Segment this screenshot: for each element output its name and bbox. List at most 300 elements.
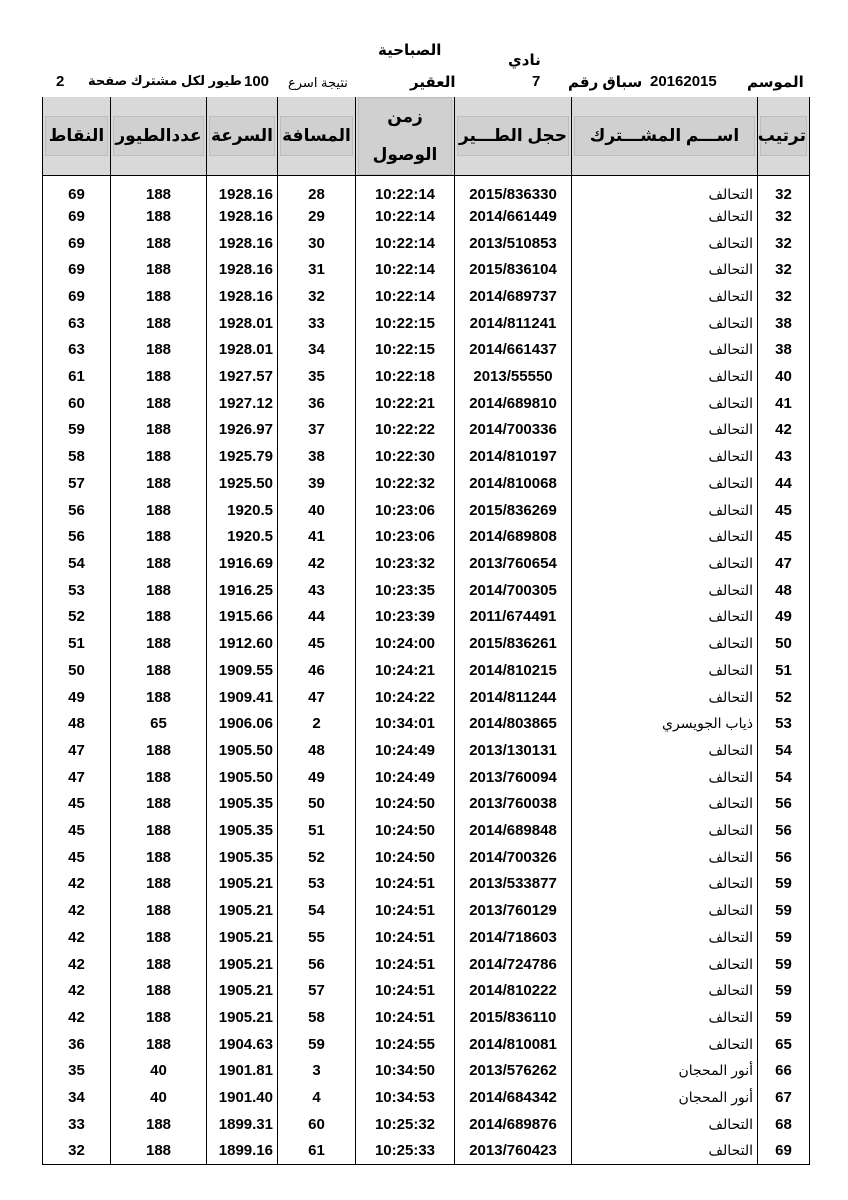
- cell-birds: 188: [111, 924, 207, 951]
- cell-speed: 1925.50: [207, 470, 278, 497]
- col-name: اســـم المشـــترك: [572, 97, 758, 176]
- cell-name: التحالف: [572, 871, 758, 898]
- table-row: [43, 977, 810, 1004]
- cell-ring: 2013/760129: [455, 897, 572, 924]
- cell-arrival: 10:23:06: [356, 523, 455, 550]
- cell-ring: 2013/576262: [455, 1058, 572, 1085]
- cell-speed: 1928.01: [207, 310, 278, 337]
- table-row: [43, 176, 810, 204]
- cell-points: 56: [43, 523, 111, 550]
- cell-distance: 57: [278, 977, 356, 1004]
- cell-ring: 2014/689810: [455, 390, 572, 417]
- cell-rank: 44: [758, 470, 810, 497]
- cell-points: 63: [43, 337, 111, 364]
- cell-distance: 33: [278, 310, 356, 337]
- cell-birds: 188: [111, 817, 207, 844]
- cell-birds: 188: [111, 203, 207, 230]
- cell-rank: 32: [758, 203, 810, 230]
- cell-arrival: 10:22:14: [356, 203, 455, 230]
- cell-speed: 1909.55: [207, 657, 278, 684]
- cell-distance: 46: [278, 657, 356, 684]
- table-row: [43, 684, 810, 711]
- season-label: الموسم: [747, 74, 804, 91]
- cell-arrival: 10:22:30: [356, 443, 455, 470]
- cell-name: التحالف: [572, 1111, 758, 1138]
- cell-ring: 2014/810081: [455, 1031, 572, 1058]
- table-row: [43, 817, 810, 844]
- cell-arrival: 10:24:51: [356, 871, 455, 898]
- cell-ring: 2015/836269: [455, 497, 572, 524]
- cell-ring: 2011/674491: [455, 604, 572, 631]
- cell-arrival: 10:23:32: [356, 550, 455, 577]
- cell-birds: 188: [111, 577, 207, 604]
- race-number: 7: [532, 73, 541, 90]
- cell-points: 56: [43, 497, 111, 524]
- cell-speed: 1927.12: [207, 390, 278, 417]
- table-row: [43, 550, 810, 577]
- cell-name: التحالف: [572, 1031, 758, 1058]
- cell-speed: 1906.06: [207, 710, 278, 737]
- cell-speed: 1912.60: [207, 630, 278, 657]
- cell-distance: 43: [278, 577, 356, 604]
- cell-name: التحالف: [572, 684, 758, 711]
- cell-birds: 188: [111, 977, 207, 1004]
- table-row: [43, 1031, 810, 1058]
- cell-distance: 36: [278, 390, 356, 417]
- table-header: [43, 97, 810, 176]
- cell-points: 42: [43, 1004, 111, 1031]
- cell-ring: 2014/689848: [455, 817, 572, 844]
- cell-arrival: 10:24:22: [356, 684, 455, 711]
- cell-points: 33: [43, 1111, 111, 1138]
- cell-distance: 60: [278, 1111, 356, 1138]
- cell-speed: 1915.66: [207, 604, 278, 631]
- cell-birds: 188: [111, 417, 207, 444]
- cell-birds: 188: [111, 497, 207, 524]
- cell-distance: 28: [278, 176, 356, 204]
- cell-ring: 2014/718603: [455, 924, 572, 951]
- cell-name: التحالف: [572, 523, 758, 550]
- results-table: [42, 97, 810, 1165]
- cell-birds: 188: [111, 1031, 207, 1058]
- cell-speed: 1928.16: [207, 203, 278, 230]
- cell-name: التحالف: [572, 417, 758, 444]
- cell-rank: 53: [758, 710, 810, 737]
- cell-ring: 2013/130131: [455, 737, 572, 764]
- cell-rank: 59: [758, 1004, 810, 1031]
- cell-name: التحالف: [572, 630, 758, 657]
- cell-speed: 1905.21: [207, 924, 278, 951]
- cell-birds: 65: [111, 710, 207, 737]
- cell-points: 69: [43, 176, 111, 204]
- cell-birds: 188: [111, 737, 207, 764]
- col-arrival: زمن الوصول: [356, 97, 455, 176]
- cell-distance: 54: [278, 897, 356, 924]
- cell-birds: 188: [111, 1138, 207, 1165]
- cell-arrival: 10:24:51: [356, 951, 455, 978]
- cell-birds: 188: [111, 230, 207, 257]
- cell-birds: 188: [111, 176, 207, 204]
- cell-distance: 48: [278, 737, 356, 764]
- cell-points: 47: [43, 764, 111, 791]
- cell-distance: 53: [278, 871, 356, 898]
- col-points: النقاط: [43, 97, 111, 176]
- cell-ring: 2013/760423: [455, 1138, 572, 1165]
- cell-name: أنور المحجان: [572, 1058, 758, 1085]
- cell-distance: 58: [278, 1004, 356, 1031]
- cell-speed: 1920.5: [207, 523, 278, 550]
- table-row: [43, 1058, 810, 1085]
- cell-points: 52: [43, 604, 111, 631]
- cell-points: 54: [43, 550, 111, 577]
- result-label: نتيجة اسرع: [288, 75, 348, 90]
- col-rank: ترتيب: [758, 97, 810, 176]
- cell-speed: 1905.21: [207, 951, 278, 978]
- cell-rank: 38: [758, 310, 810, 337]
- cell-ring: 2014/684342: [455, 1084, 572, 1111]
- table-row: [43, 764, 810, 791]
- cell-name: التحالف: [572, 790, 758, 817]
- col-distance: المسافة: [278, 97, 356, 176]
- cell-speed: 1905.35: [207, 790, 278, 817]
- limit-label: طيور لكل مشترك صفحة: [88, 73, 242, 88]
- cell-name: التحالف: [572, 310, 758, 337]
- table-row: [43, 470, 810, 497]
- table-row: [43, 630, 810, 657]
- cell-rank: 59: [758, 924, 810, 951]
- cell-name: التحالف: [572, 577, 758, 604]
- cell-points: 32: [43, 1138, 111, 1165]
- cell-rank: 32: [758, 176, 810, 204]
- cell-rank: 65: [758, 1031, 810, 1058]
- cell-ring: 2014/811244: [455, 684, 572, 711]
- table-row: [43, 657, 810, 684]
- cell-rank: 45: [758, 523, 810, 550]
- col-speed: السرعة: [207, 97, 278, 176]
- cell-name: التحالف: [572, 363, 758, 390]
- cell-distance: 32: [278, 283, 356, 310]
- table-row: [43, 790, 810, 817]
- cell-ring: 2014/810197: [455, 443, 572, 470]
- cell-speed: 1916.69: [207, 550, 278, 577]
- location: العقير: [410, 74, 456, 91]
- cell-rank: 32: [758, 230, 810, 257]
- cell-birds: 188: [111, 604, 207, 631]
- cell-rank: 59: [758, 951, 810, 978]
- cell-name: التحالف: [572, 844, 758, 871]
- cell-rank: 68: [758, 1111, 810, 1138]
- cell-rank: 54: [758, 737, 810, 764]
- table-row: [43, 737, 810, 764]
- cell-arrival: 10:22:21: [356, 390, 455, 417]
- cell-points: 48: [43, 710, 111, 737]
- cell-ring: 2015/836330: [455, 176, 572, 204]
- cell-arrival: 10:24:49: [356, 764, 455, 791]
- cell-birds: 188: [111, 337, 207, 364]
- cell-points: 53: [43, 577, 111, 604]
- cell-points: 61: [43, 363, 111, 390]
- cell-distance: 35: [278, 363, 356, 390]
- cell-name: التحالف: [572, 817, 758, 844]
- cell-points: 59: [43, 417, 111, 444]
- cell-arrival: 10:24:50: [356, 844, 455, 871]
- cell-birds: 188: [111, 1111, 207, 1138]
- cell-arrival: 10:24:55: [356, 1031, 455, 1058]
- cell-arrival: 10:24:50: [356, 790, 455, 817]
- cell-ring: 2014/689737: [455, 283, 572, 310]
- race-label: سباق رقم: [568, 74, 643, 91]
- table-row: [43, 871, 810, 898]
- cell-speed: 1916.25: [207, 577, 278, 604]
- cell-arrival: 10:24:51: [356, 897, 455, 924]
- cell-arrival: 10:22:15: [356, 310, 455, 337]
- cell-speed: 1928.16: [207, 256, 278, 283]
- cell-rank: 43: [758, 443, 810, 470]
- cell-name: التحالف: [572, 951, 758, 978]
- cell-birds: 188: [111, 283, 207, 310]
- cell-rank: 56: [758, 844, 810, 871]
- cell-birds: 40: [111, 1058, 207, 1085]
- cell-points: 45: [43, 844, 111, 871]
- cell-arrival: 10:23:06: [356, 497, 455, 524]
- cell-birds: 188: [111, 844, 207, 871]
- cell-points: 35: [43, 1058, 111, 1085]
- col-ring: حجل الطـــير: [455, 97, 572, 176]
- cell-points: 58: [43, 443, 111, 470]
- cell-distance: 49: [278, 764, 356, 791]
- cell-name: التحالف: [572, 497, 758, 524]
- table-row: [43, 230, 810, 257]
- cell-rank: 59: [758, 897, 810, 924]
- cell-rank: 59: [758, 977, 810, 1004]
- table-row: [43, 1138, 810, 1165]
- cell-distance: 59: [278, 1031, 356, 1058]
- cell-speed: 1905.50: [207, 737, 278, 764]
- cell-distance: 34: [278, 337, 356, 364]
- table-row: [43, 283, 810, 310]
- table-row: [43, 417, 810, 444]
- cell-points: 42: [43, 977, 111, 1004]
- cell-ring: 2014/803865: [455, 710, 572, 737]
- col-birds: عددالطيور: [111, 97, 207, 176]
- cell-ring: 2015/836261: [455, 630, 572, 657]
- cell-rank: 66: [758, 1058, 810, 1085]
- cell-points: 69: [43, 256, 111, 283]
- cell-birds: 188: [111, 550, 207, 577]
- cell-birds: 188: [111, 657, 207, 684]
- cell-rank: 49: [758, 604, 810, 631]
- cell-arrival: 10:22:14: [356, 230, 455, 257]
- cell-ring: 2014/689876: [455, 1111, 572, 1138]
- club-name: الصباحية: [378, 42, 442, 59]
- table-row: [43, 337, 810, 364]
- cell-ring: 2014/661437: [455, 337, 572, 364]
- cell-distance: 52: [278, 844, 356, 871]
- cell-distance: 31: [278, 256, 356, 283]
- cell-name: التحالف: [572, 470, 758, 497]
- cell-ring: 2014/700336: [455, 417, 572, 444]
- cell-distance: 45: [278, 630, 356, 657]
- cell-rank: 56: [758, 790, 810, 817]
- table-row: [43, 710, 810, 737]
- cell-rank: 51: [758, 657, 810, 684]
- cell-rank: 52: [758, 684, 810, 711]
- cell-ring: 2014/689808: [455, 523, 572, 550]
- cell-speed: 1905.21: [207, 871, 278, 898]
- cell-birds: 188: [111, 256, 207, 283]
- cell-speed: 1928.01: [207, 337, 278, 364]
- cell-speed: 1909.41: [207, 684, 278, 711]
- table-row: [43, 443, 810, 470]
- cell-ring: 2014/700305: [455, 577, 572, 604]
- cell-name: التحالف: [572, 230, 758, 257]
- cell-ring: 2013/533877: [455, 871, 572, 898]
- cell-arrival: 10:23:35: [356, 577, 455, 604]
- cell-speed: 1905.50: [207, 764, 278, 791]
- cell-points: 49: [43, 684, 111, 711]
- cell-name: التحالف: [572, 550, 758, 577]
- cell-rank: 54: [758, 764, 810, 791]
- cell-ring: 2014/810215: [455, 657, 572, 684]
- cell-name: التحالف: [572, 203, 758, 230]
- cell-name: التحالف: [572, 977, 758, 1004]
- cell-birds: 188: [111, 897, 207, 924]
- cell-birds: 188: [111, 523, 207, 550]
- cell-arrival: 10:34:53: [356, 1084, 455, 1111]
- cell-ring: 2014/661449: [455, 203, 572, 230]
- cell-distance: 51: [278, 817, 356, 844]
- cell-speed: 1927.57: [207, 363, 278, 390]
- cell-arrival: 10:24:51: [356, 1004, 455, 1031]
- cell-name: التحالف: [572, 390, 758, 417]
- cell-birds: 188: [111, 684, 207, 711]
- cell-name: التحالف: [572, 1138, 758, 1165]
- cell-name: التحالف: [572, 737, 758, 764]
- cell-arrival: 10:22:22: [356, 417, 455, 444]
- cell-birds: 188: [111, 1004, 207, 1031]
- table-row: [43, 310, 810, 337]
- table-row: [43, 390, 810, 417]
- cell-points: 60: [43, 390, 111, 417]
- cell-points: 42: [43, 897, 111, 924]
- cell-distance: 4: [278, 1084, 356, 1111]
- cell-arrival: 10:24:21: [356, 657, 455, 684]
- cell-ring: 2013/760094: [455, 764, 572, 791]
- cell-birds: 188: [111, 390, 207, 417]
- cell-points: 42: [43, 951, 111, 978]
- table-row: [43, 1111, 810, 1138]
- cell-speed: 1899.31: [207, 1111, 278, 1138]
- cell-name: ذياب الجويسري: [572, 710, 758, 737]
- cell-points: 69: [43, 203, 111, 230]
- cell-points: 45: [43, 817, 111, 844]
- table-row: [43, 497, 810, 524]
- cell-arrival: 10:22:15: [356, 337, 455, 364]
- cell-rank: 41: [758, 390, 810, 417]
- cell-name: التحالف: [572, 337, 758, 364]
- cell-distance: 41: [278, 523, 356, 550]
- table-row: [43, 256, 810, 283]
- cell-arrival: 10:24:50: [356, 817, 455, 844]
- cell-points: 36: [43, 1031, 111, 1058]
- cell-ring: 2015/836110: [455, 1004, 572, 1031]
- cell-points: 47: [43, 737, 111, 764]
- cell-name: التحالف: [572, 604, 758, 631]
- cell-arrival: 10:22:32: [356, 470, 455, 497]
- cell-ring: 2013/55550: [455, 363, 572, 390]
- table-row: [43, 577, 810, 604]
- cell-birds: 188: [111, 790, 207, 817]
- cell-speed: 1925.79: [207, 443, 278, 470]
- table-row: [43, 951, 810, 978]
- cell-speed: 1904.63: [207, 1031, 278, 1058]
- cell-name: التحالف: [572, 1004, 758, 1031]
- cell-ring: 2013/760038: [455, 790, 572, 817]
- cell-distance: 3: [278, 1058, 356, 1085]
- cell-points: 51: [43, 630, 111, 657]
- cell-rank: 67: [758, 1084, 810, 1111]
- season-value: 20162015: [650, 73, 717, 90]
- cell-points: 42: [43, 924, 111, 951]
- cell-points: 69: [43, 230, 111, 257]
- cell-arrival: 10:25:33: [356, 1138, 455, 1165]
- cell-points: 45: [43, 790, 111, 817]
- cell-name: التحالف: [572, 657, 758, 684]
- cell-rank: 59: [758, 871, 810, 898]
- cell-arrival: 10:22:14: [356, 256, 455, 283]
- cell-ring: 2014/810222: [455, 977, 572, 1004]
- cell-distance: 61: [278, 1138, 356, 1165]
- cell-rank: 32: [758, 256, 810, 283]
- cell-name: التحالف: [572, 443, 758, 470]
- cell-arrival: 10:25:32: [356, 1111, 455, 1138]
- cell-speed: 1905.35: [207, 817, 278, 844]
- cell-rank: 45: [758, 497, 810, 524]
- table-row: [43, 897, 810, 924]
- cell-speed: 1899.16: [207, 1138, 278, 1165]
- cell-ring: 2014/700326: [455, 844, 572, 871]
- cell-ring: 2014/810068: [455, 470, 572, 497]
- cell-ring: 2014/724786: [455, 951, 572, 978]
- cell-distance: 56: [278, 951, 356, 978]
- table-row: [43, 203, 810, 230]
- result-count: 100: [244, 73, 270, 90]
- cell-birds: 188: [111, 363, 207, 390]
- table-row: [43, 924, 810, 951]
- cell-distance: 30: [278, 230, 356, 257]
- cell-distance: 42: [278, 550, 356, 577]
- cell-points: 34: [43, 1084, 111, 1111]
- cell-speed: 1928.16: [207, 176, 278, 204]
- cell-speed: 1905.21: [207, 897, 278, 924]
- cell-distance: 47: [278, 684, 356, 711]
- cell-rank: 56: [758, 817, 810, 844]
- cell-rank: 69: [758, 1138, 810, 1165]
- cell-speed: 1901.40: [207, 1084, 278, 1111]
- cell-rank: 32: [758, 283, 810, 310]
- cell-distance: 37: [278, 417, 356, 444]
- cell-distance: 39: [278, 470, 356, 497]
- cell-distance: 2: [278, 710, 356, 737]
- cell-name: التحالف: [572, 283, 758, 310]
- cell-arrival: 10:24:51: [356, 977, 455, 1004]
- cell-rank: 48: [758, 577, 810, 604]
- cell-distance: 40: [278, 497, 356, 524]
- cell-birds: 188: [111, 630, 207, 657]
- cell-arrival: 10:23:39: [356, 604, 455, 631]
- cell-distance: 55: [278, 924, 356, 951]
- cell-rank: 50: [758, 630, 810, 657]
